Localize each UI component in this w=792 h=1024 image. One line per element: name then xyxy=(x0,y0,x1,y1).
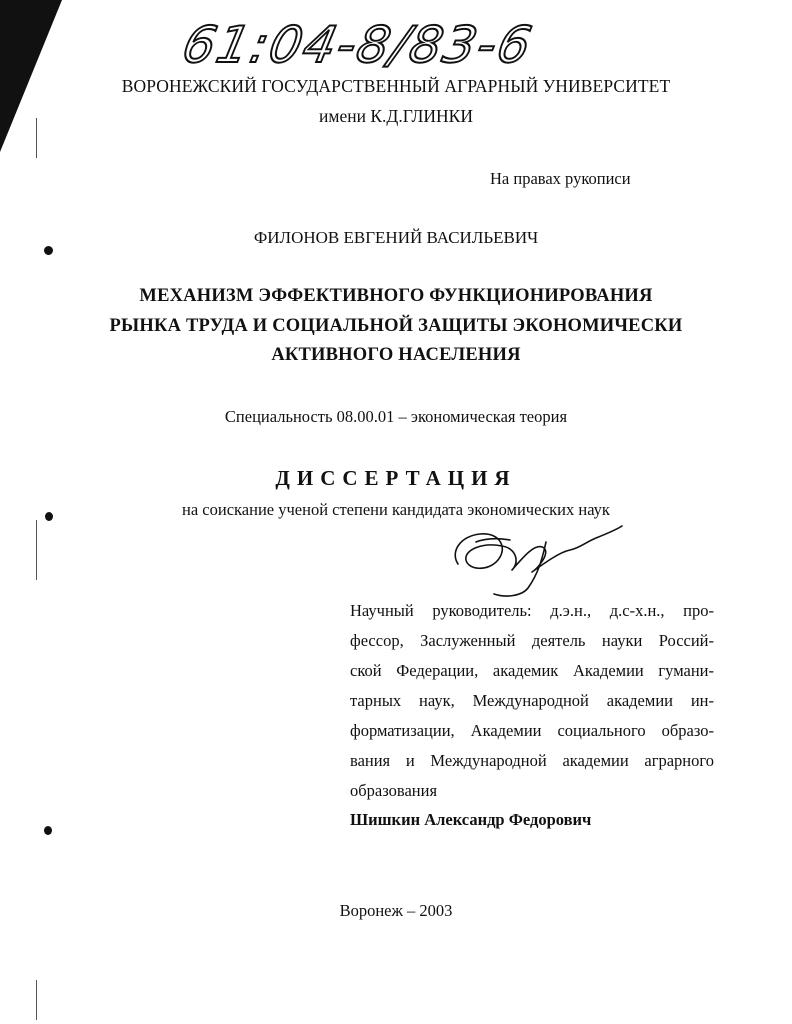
scan-hole-dot xyxy=(44,826,52,835)
document-type-heading: ДИССЕРТАЦИЯ xyxy=(275,466,517,490)
university-name: ВОРОНЕЖСКИЙ ГОСУДАРСТВЕННЫЙ АГРАРНЫЙ УНИВЕРСИТЕТ xyxy=(121,76,671,96)
advisor-line: форматизации, Академии социального образо- xyxy=(350,721,714,740)
advisor-line: тарных наук, Международной академии ин- xyxy=(350,691,714,710)
advisor-line: вания и Международной академии аграрного xyxy=(350,751,714,770)
scan-edge-line xyxy=(36,980,37,1020)
university-named-after: имени К.Д.ГЛИНКИ xyxy=(319,106,473,126)
specialty-line: Специальность 08.00.01 – экономическая теория xyxy=(224,407,568,426)
manuscript-rights-note: На правах рукописи xyxy=(490,169,631,188)
scan-edge-line xyxy=(36,520,37,580)
signature-scribble xyxy=(446,512,626,600)
advisor-name: Шишкин Александр Федорович xyxy=(350,810,592,829)
title-line: РЫНКА ТРУДА И СОЦИАЛЬНОЙ ЗАЩИТЫ ЭКОНОМИЧЕСКИ xyxy=(109,316,683,336)
advisor-line: фессор, Заслуженный деятель науки Россий- xyxy=(350,631,714,650)
advisor-line: Научный руководитель: д.э.н., д.с-х.н., про- xyxy=(350,601,714,620)
place-year: Воронеж – 2003 xyxy=(339,901,453,920)
advisor-line: образования xyxy=(350,781,438,800)
title-line: АКТИВНОГО НАСЕЛЕНИЯ xyxy=(271,345,521,365)
degree-purpose: на соискание ученой степени кандидата экономических наук xyxy=(182,500,610,519)
advisor-line: ской Федерации, академик Академии гумани- xyxy=(350,661,714,680)
title-line: МЕХАНИЗМ ЭФФЕКТИВНОГО ФУНКЦИОНИРОВАНИЯ xyxy=(139,286,653,306)
author-name: ФИЛОНОВ ЕВГЕНИЙ ВАСИЛЬЕВИЧ xyxy=(253,228,539,247)
archive-code-text: 61:04-8/83-6 xyxy=(177,15,539,74)
archive-code-handwritten xyxy=(177,6,539,76)
